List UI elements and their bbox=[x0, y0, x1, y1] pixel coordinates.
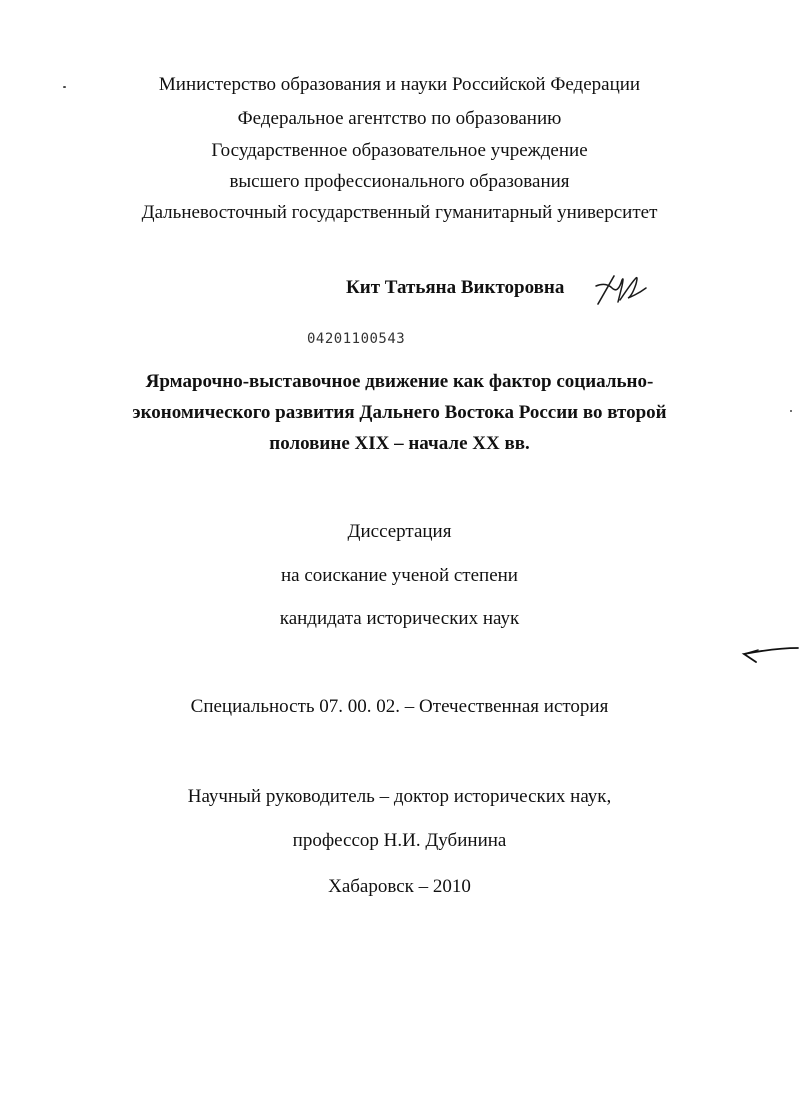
degree-purpose: на соискание ученой степени bbox=[281, 565, 518, 586]
ministry-line: Министерство образования и науки Российской Федерации bbox=[158, 74, 641, 95]
agency-line: Федеральное агентство по образованию bbox=[237, 108, 562, 129]
institution-type-line: Государственное образовательное учреждение bbox=[211, 140, 588, 161]
supervisor-line-2: профессор Н.И. Дубинина bbox=[292, 830, 507, 851]
document-code: 04201100543 bbox=[307, 331, 406, 347]
place-year: Хабаровск – 2010 bbox=[328, 876, 471, 897]
degree-name: кандидата исторических наук bbox=[279, 608, 520, 629]
title-line-3: половине XIX – начале XX вв. bbox=[269, 433, 530, 454]
dissertation-label: Диссертация bbox=[347, 521, 452, 542]
author-name: Кит Татьяна Викторовна bbox=[346, 277, 565, 298]
title-line-1: Ярмарочно-выставочное движение как фактор социально- bbox=[145, 371, 654, 392]
specialty-line: Специальность 07. 00. 02. – Отечественная история bbox=[190, 696, 609, 717]
handwritten-signature bbox=[592, 272, 648, 306]
title-line-2: экономического развития Дальнего Востока России во второй bbox=[132, 402, 667, 423]
author-row bbox=[0, 272, 799, 308]
supervisor-line-1: Научный руководитель – доктор исторических наук, bbox=[187, 786, 612, 807]
margin-pen-mark bbox=[736, 636, 799, 666]
university-name-line: Дальневосточный государственный гуманитарный университет bbox=[141, 202, 658, 223]
education-level-line: высшего профессионального образования bbox=[229, 171, 570, 192]
